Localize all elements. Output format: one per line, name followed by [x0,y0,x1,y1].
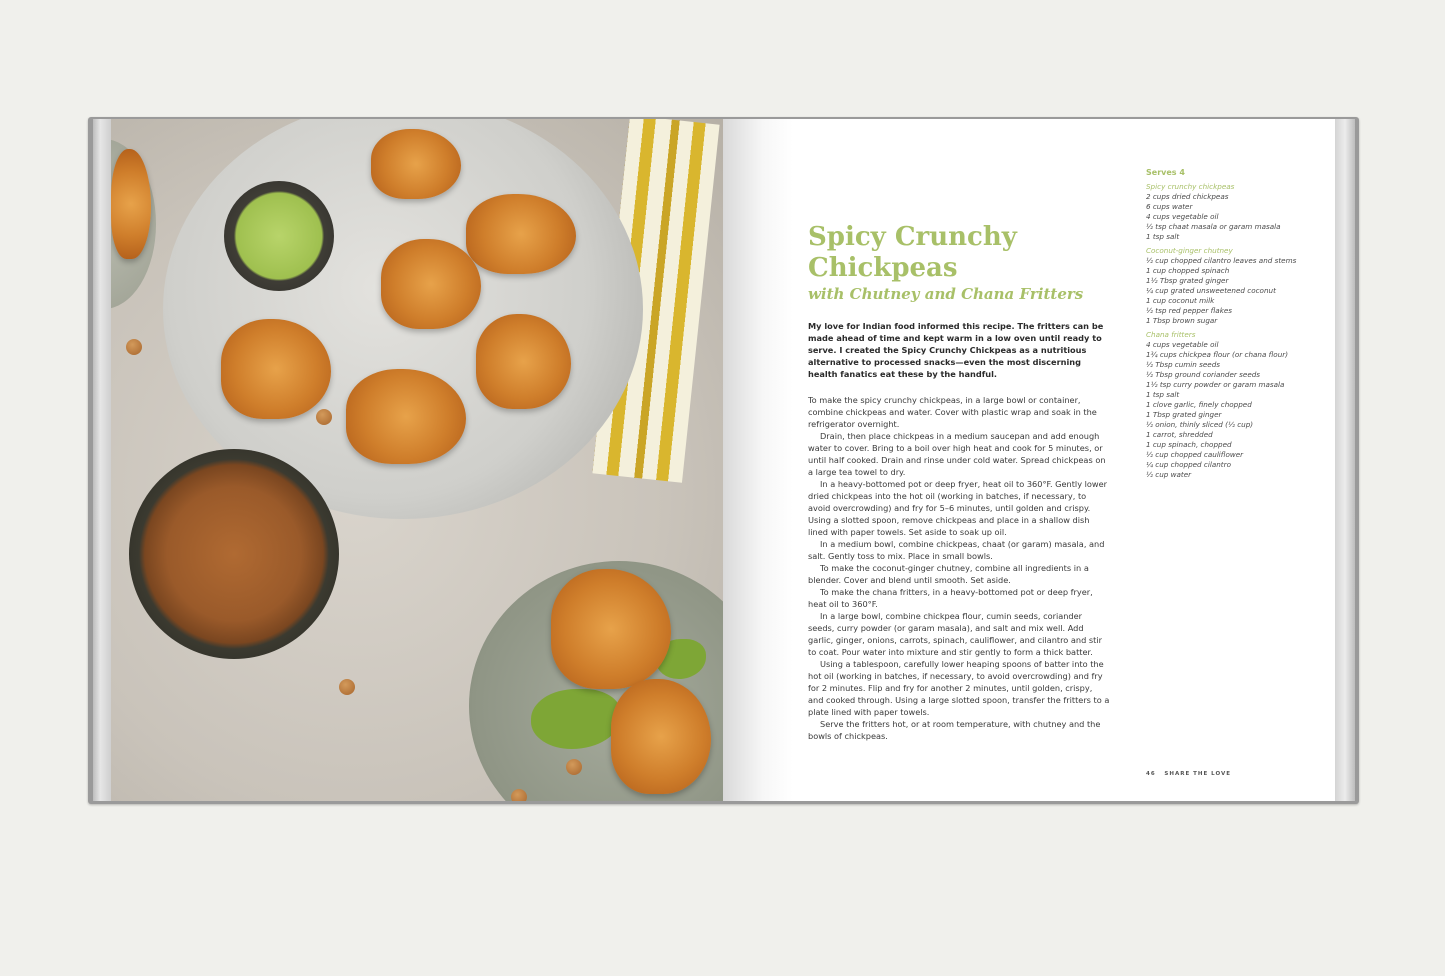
ingredient-item: 1¾ cups chickpea flour (or chana flour) [1146,350,1289,359]
fritter [381,239,481,329]
method-paragraph: Using a tablespoon, carefully lower heaping spoons of batter into the hot oil (working in batches, if necessary, to avoid overcrowding) and fry for 2 minutes. Flip and fry for another 2 minutes, until golden, crispy, and cooked through. Using a large slotted spoon, transfer the fritters to a plate lined with paper towels. [808,659,1110,717]
ingredient-section-heading: Coconut-ginger chutney [1146,246,1233,255]
ingredient-item: 1½ tsp curry powder or garam masala [1146,380,1285,389]
loose-chickpea [126,339,142,355]
fritter [611,679,711,794]
running-head: SHARE THE LOVE [1164,771,1232,777]
food-photo [111,119,723,801]
chutney-bowl [224,181,334,291]
ingredient-item: 4 cups vegetable oil [1146,212,1219,221]
method-paragraph: In a medium bowl, combine chickpeas, chaat (or garam) masala, and salt. Gently toss to mix. Place in small bowls. [808,539,1105,561]
chickpea-bowl [129,449,339,659]
ingredient-item: 1½ Tbsp grated ginger [1146,276,1229,285]
ingredient-item: 1 cup chopped spinach [1146,266,1230,275]
loose-chickpea [566,759,582,775]
ingredient-item: ¼ cup grated unsweetened coconut [1146,286,1276,295]
recipe-method [808,394,1110,742]
ingredient-item: 2 cups dried chickpeas [1146,192,1229,201]
fritter [371,129,461,199]
ingredient-item: ½ cup chopped cilantro leaves and stems [1146,256,1297,265]
ingredient-item: ½ cup water [1146,470,1192,479]
ingredient-item: ¼ cup chopped cilantro [1146,460,1231,469]
ingredient-section-heading: Chana fritters [1146,330,1196,339]
recipe-subtitle: with Chutney and Chana Fritters [808,285,1084,303]
page-folio [1146,771,1231,777]
page-number: 46 [1146,771,1156,777]
method-paragraph: Drain, then place chickpeas in a medium saucepan and add enough water to cover. Bring to a boil over high heat and cook for 5 minutes, or until half cooked. Drain and rinse under cold water. Spread chickpeas on a large tea towel to dry. [808,431,1106,477]
fritter [476,314,571,409]
ingredient-item: ½ onion, thinly sliced (½ cup) [1146,420,1254,429]
ingredient-item: 1 carrot, shredded [1146,430,1213,439]
ingredient-item: ½ Tbsp cumin seeds [1146,360,1221,369]
ingredient-item: 1 tsp salt [1146,232,1180,241]
ingredient-item: 1 cup spinach, chopped [1146,440,1232,449]
method-paragraph: In a large bowl, combine chickpea flour, cumin seeds, coriander seeds, curry powder (or garam masala), and salt and mix well. Add garlic, ginger, onions, carrots, spinach, cauliflower, and cilantro and stir to coat. Pour water into mixture and stir gently to form a thick batter. [808,611,1103,657]
ingredient-item: 1 Tbsp grated ginger [1146,410,1222,419]
ingredient-item: ½ tsp red pepper flakes [1146,306,1233,315]
fritter [221,319,331,419]
method-paragraph: To make the chana fritters, in a heavy-bottomed pot or deep fryer, heat oil to 360°F. [808,587,1093,609]
recipe-title: Spicy Crunchy Chickpeas [808,222,1017,283]
serves-label: Serves 4 [1146,168,1185,177]
loose-chickpea [339,679,355,695]
left-page-edges [93,119,111,801]
ingredient-item: 1 clove garlic, finely chopped [1146,400,1252,409]
method-paragraph: Serve the fritters hot, or at room temperature, with chutney and the bowls of chickpeas. [808,719,1101,741]
ingredient-item: 1 tsp salt [1146,390,1180,399]
ingredient-item: ½ cup chopped cauliflower [1146,450,1244,459]
recipe-intro: My love for Indian food informed this recipe. The fritters can be made ahead of time and kept warm in a low oven until ready to serve. I created the Spicy Crunchy Chickpeas as a nutritious alternative to processed snacks—even the most discerning health fanatics eat these by the handful. [808,321,1104,379]
method-paragraph: To make the spicy crunchy chickpeas, in a large bowl or container, combine chickpeas and water. Cover with plastic wrap and soak in the refrigerator overnight. [808,395,1097,429]
loose-chickpea [511,789,527,801]
method-paragraph: To make the coconut-ginger chutney, combine all ingredients in a blender. Cover and blend until smooth. Set aside. [808,563,1089,585]
ingredient-item: 4 cups vegetable oil [1146,340,1219,349]
ingredient-section-heading: Spicy crunchy chickpeas [1146,182,1235,191]
ingredients-sidebar [1146,168,1326,480]
ingredient-item: ½ Tbsp ground coriander seeds [1146,370,1261,379]
ingredient-item: 1 cup coconut milk [1146,296,1215,305]
method-paragraph: In a heavy-bottomed pot or deep fryer, heat oil to 360°F. Gently lower dried chickpeas into the hot oil (working in batches, if necessary, to avoid overcrowding) and fry for 5–6 minutes, until golden and crispy. Using a slotted spoon, remove chickpeas and place in a shallow dish lined with paper towels. Set aside to soak up oil. [808,479,1108,537]
right-page-edges [1335,119,1355,801]
ingredient-item: 1 Tbsp brown sugar [1146,316,1218,325]
fritter [466,194,576,274]
ingredient-item: ½ tsp chaat masala or garam masala [1146,222,1281,231]
fritter [551,569,671,689]
loose-chickpea [316,409,332,425]
fritter [346,369,466,464]
fritter [111,149,151,259]
ingredient-item: 6 cups water [1146,202,1193,211]
